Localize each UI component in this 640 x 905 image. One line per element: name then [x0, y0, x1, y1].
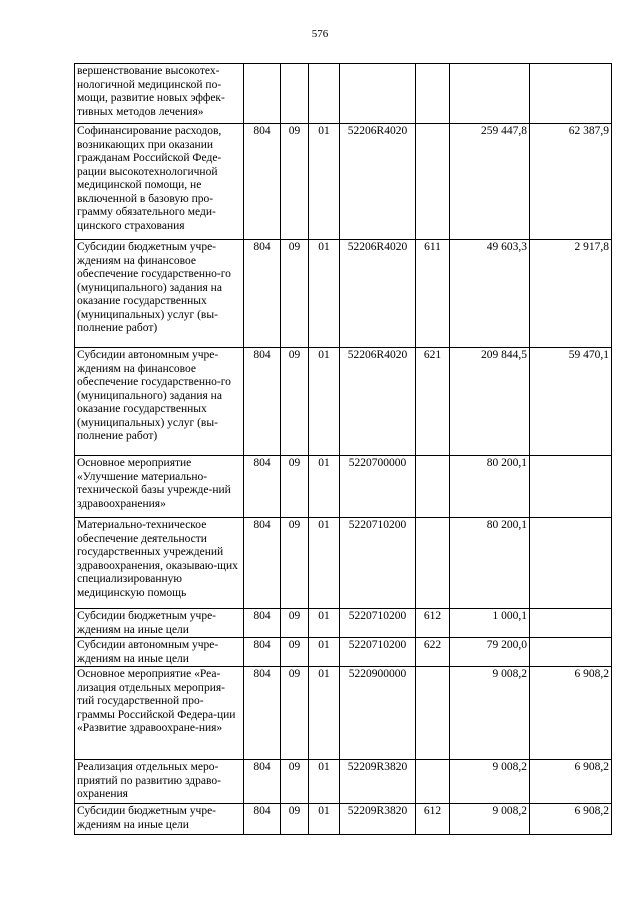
expense-type — [416, 124, 450, 240]
amount-federal — [530, 64, 612, 124]
section-code: 09 — [281, 348, 309, 456]
table-row — [75, 124, 612, 240]
subsection-code — [309, 64, 340, 124]
amount-total: 1 000,1 — [450, 609, 530, 638]
target-article: 52206R4020 — [340, 348, 416, 456]
target-article: 5220710200 — [340, 638, 416, 667]
expense-type — [416, 456, 450, 518]
row-description: Основное мероприятие «Реа-лизация отдельных мероприя-тий государственной про-граммы Российской Федера-ции «Развитие здравоохране-ния» — [75, 667, 244, 760]
ministry-code: 804 — [244, 667, 281, 760]
amount-federal: 62 387,9 — [530, 124, 612, 240]
table-row — [75, 456, 612, 518]
section-code: 09 — [281, 456, 309, 518]
amount-federal: 6 908,2 — [530, 760, 612, 804]
table-row — [75, 609, 612, 638]
section-code: 09 — [281, 638, 309, 667]
expense-type: 611 — [416, 240, 450, 348]
row-description: Материально-техническое обеспечение деятельности государственных учреждений здравоохранения, оказываю-щих специализированную медицинскую помощь — [75, 518, 244, 609]
ministry-code: 804 — [244, 760, 281, 804]
target-article: 52209R3820 — [340, 760, 416, 804]
subsection-code: 01 — [309, 124, 340, 240]
budget-table — [74, 63, 612, 835]
section-code: 09 — [281, 760, 309, 804]
target-article: 5220900000 — [340, 667, 416, 760]
subsection-code: 01 — [309, 804, 340, 835]
section-code: 09 — [281, 609, 309, 638]
row-description: Основное мероприятие «Улучшение материально-технической базы учрежде-ний здравоохранения» — [75, 456, 244, 518]
row-description: Субсидии автономным учре-ждениям на финансовое обеспечение государственно-го (муниципального) задания на оказание государственных (муниципальных) услуг (вы-полнение работ) — [75, 348, 244, 456]
section-code: 09 — [281, 667, 309, 760]
expense-type: 612 — [416, 804, 450, 835]
table-row — [75, 240, 612, 348]
table-row — [75, 518, 612, 609]
expense-type: 622 — [416, 638, 450, 667]
row-description: вершенствование высокотех-нологичной медицинской по-мощи, развитие новых эффек-тивных методов лечения» — [75, 64, 244, 124]
amount-total: 80 200,1 — [450, 456, 530, 518]
amount-total: 79 200,0 — [450, 638, 530, 667]
table-row — [75, 760, 612, 804]
amount-federal — [530, 456, 612, 518]
section-code: 09 — [281, 804, 309, 835]
ministry-code: 804 — [244, 348, 281, 456]
subsection-code: 01 — [309, 667, 340, 760]
amount-total: 80 200,1 — [450, 518, 530, 609]
amount-total: 49 603,3 — [450, 240, 530, 348]
amount-total: 9 008,2 — [450, 760, 530, 804]
subsection-code: 01 — [309, 240, 340, 348]
target-article — [340, 64, 416, 124]
target-article: 52206R4020 — [340, 240, 416, 348]
ministry-code: 804 — [244, 638, 281, 667]
amount-federal: 6 908,2 — [530, 667, 612, 760]
subsection-code: 01 — [309, 456, 340, 518]
row-description: Софинансирование расходов, возникающих при оказании гражданам Российской Феде-рации высокотехнологичной медицинской помощи, не включенной в базовую про-грамму обязательного меди-цинского страхования — [75, 124, 244, 240]
amount-total: 209 844,5 — [450, 348, 530, 456]
amount-total: 259 447,8 — [450, 124, 530, 240]
amount-federal — [530, 609, 612, 638]
ministry-code — [244, 64, 281, 124]
table-row — [75, 667, 612, 760]
subsection-code: 01 — [309, 518, 340, 609]
page-number: 576 — [311, 28, 329, 40]
ministry-code: 804 — [244, 609, 281, 638]
table-row — [75, 804, 612, 835]
ministry-code: 804 — [244, 456, 281, 518]
amount-federal: 2 917,8 — [530, 240, 612, 348]
ministry-code: 804 — [244, 518, 281, 609]
amount-total — [450, 64, 530, 124]
target-article: 52209R3820 — [340, 804, 416, 835]
table-row — [75, 638, 612, 667]
row-description: Субсидии бюджетным учре-ждениям на иные цели — [75, 804, 244, 835]
subsection-code: 01 — [309, 348, 340, 456]
expense-type: 621 — [416, 348, 450, 456]
expense-type — [416, 64, 450, 124]
subsection-code: 01 — [309, 760, 340, 804]
ministry-code: 804 — [244, 124, 281, 240]
target-article: 5220700000 — [340, 456, 416, 518]
target-article: 5220710200 — [340, 518, 416, 609]
subsection-code: 01 — [309, 609, 340, 638]
amount-federal — [530, 518, 612, 609]
amount-total: 9 008,2 — [450, 667, 530, 760]
table-row — [75, 64, 612, 124]
row-description: Субсидии бюджетным учре-ждениям на финансовое обеспечение государственно-го (муниципального) задания на оказание государственных (муниципальных) услуг (вы-полнение работ) — [75, 240, 244, 348]
section-code — [281, 64, 309, 124]
section-code: 09 — [281, 124, 309, 240]
expense-type: 612 — [416, 609, 450, 638]
row-description: Субсидии бюджетным учре-ждениям на иные цели — [75, 609, 244, 638]
subsection-code: 01 — [309, 638, 340, 667]
amount-federal — [530, 638, 612, 667]
row-description: Субсидии автономным учре-ждениям на иные цели — [75, 638, 244, 667]
target-article: 5220710200 — [340, 609, 416, 638]
amount-federal: 6 908,2 — [530, 804, 612, 835]
ministry-code: 804 — [244, 804, 281, 835]
amount-federal: 59 470,1 — [530, 348, 612, 456]
expense-type — [416, 760, 450, 804]
section-code: 09 — [281, 518, 309, 609]
ministry-code: 804 — [244, 240, 281, 348]
expense-type — [416, 518, 450, 609]
amount-total: 9 008,2 — [450, 804, 530, 835]
expense-type — [416, 667, 450, 760]
row-description: Реализация отдельных меро-приятий по развитию здраво-охранения — [75, 760, 244, 804]
target-article: 52206R4020 — [340, 124, 416, 240]
section-code: 09 — [281, 240, 309, 348]
table-row — [75, 348, 612, 456]
